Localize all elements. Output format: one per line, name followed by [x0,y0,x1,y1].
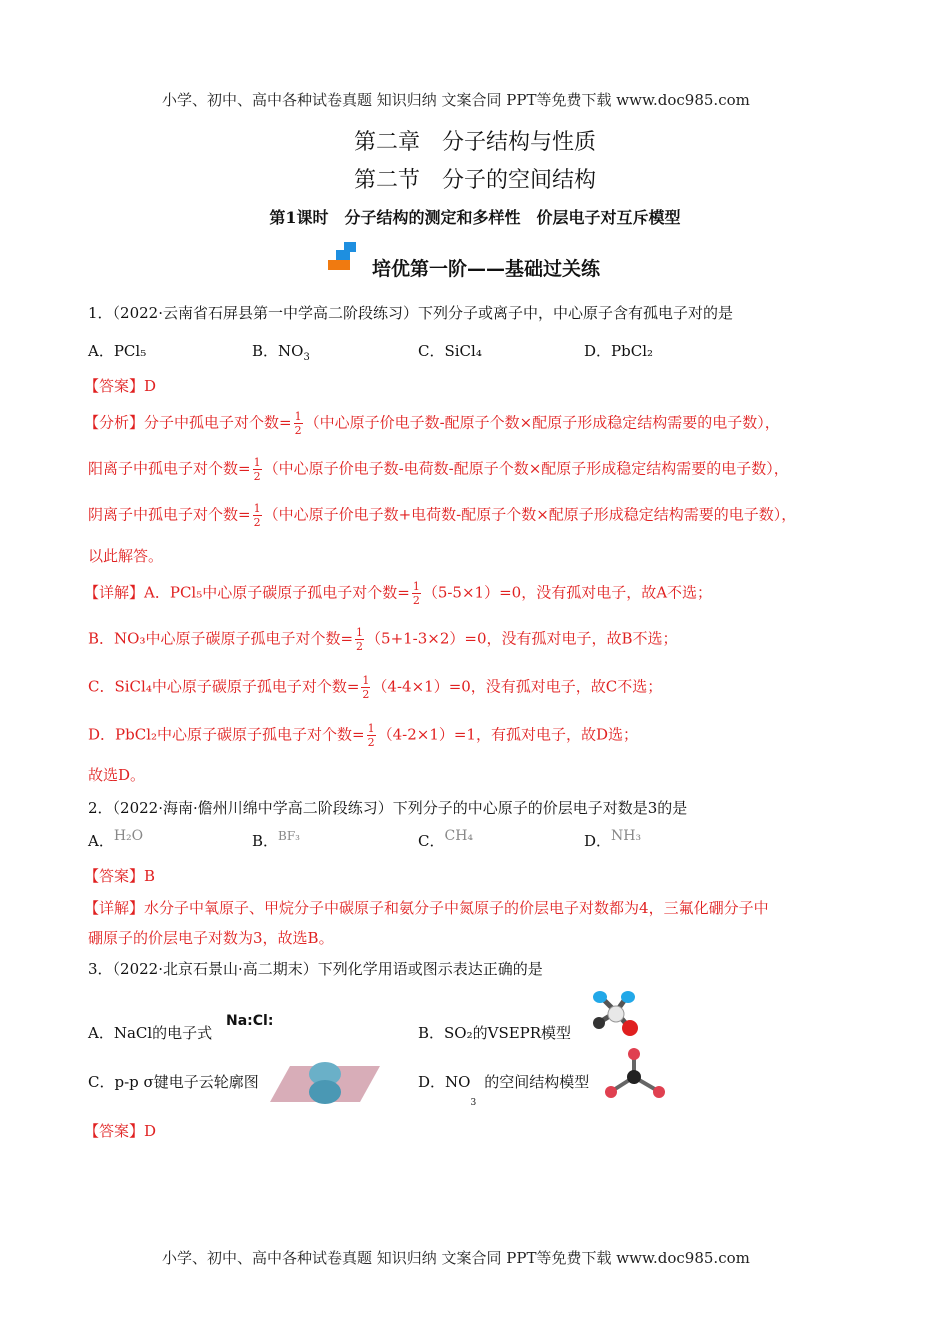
q2-option-b: B．$^{BF_3}$ [252,829,300,850]
pp-sigma-bond-cloud-image [270,1058,380,1114]
page-header: 小学、初中、高中各种试卷真题 知识归纳 文案合同 PPT等免费下载 www.doc985.com [162,91,750,109]
q1-option-d: D．PbCl₂ [584,342,654,360]
q3-answer: 【答案】D [84,1122,157,1140]
q1-analysis-line4: 以此解答。 [88,547,164,565]
q3-stem: 3．（2022·北京石景山·高二期末）下列化学用语或图示表达正确的是 [88,960,543,978]
chapter-title: 第二章 分子结构与性质 [353,130,596,155]
fraction: $\frac{1}{2}$ [253,456,261,483]
q1-option-a: A．PCl₅ [88,342,147,360]
fraction: $\frac{1}{2}$ [294,410,302,437]
section-title: 第二节 分子的空间结构 [353,168,596,193]
q1-analysis-line2: 阳离子中孤电子对个数= $\frac{1}{2}$ （中心原子价电子数-电荷数-配原子个数×配原子形成稳定结构需要的电子数）， [88,456,789,483]
q1-detail-a: 【详解】A．PCl₅中心原子碳原子孤电子对个数= $\frac{1}{2}$ （5-5×1）=0，没有孤对电子，故A不选； [84,580,713,607]
fraction: $\frac{1}{2}$ [253,502,261,529]
q3-option-c: C．p-p σ键电子云轮廓图 [88,1073,259,1091]
fraction: $\frac{1}{2}$ [362,674,370,701]
q1-stem: 1．（2022·云南省石屏县第一中学高二阶段练习）下列分子或离子中，中心原子含有孤电子对的是 [88,304,733,322]
q1-analysis-line1: 【分析】分子中孤电子对个数= $\frac{1}{2}$ （中心原子价电子数-配原子个数×配原子形成稳定结构需要的电子数）， [84,410,780,437]
stairs-icon [328,242,368,274]
q3-option-b: B．SO₂的VSEPR模型 [418,1024,572,1042]
fraction: $\frac{1}{2}$ [412,580,420,607]
q2-detail-line2: 硼原子的价层电子对数为3，故选B。 [88,929,334,947]
q2-option-a: A．H₂O [88,828,144,850]
q1-detail-b: B．NO₃中心原子碳原子孤电子对个数= $\frac{1}{2}$ （5+1-3×2）=0，没有孤对电子，故B不选； [88,626,678,653]
q1-answer: 【答案】D [84,377,157,395]
q2-detail-line1: 【详解】水分子中氧原子、甲烷分子中碳原子和氨分子中氮原子的价层电子对数都为4，三氟化硼分子中 [84,899,769,917]
stage-heading: 培优第一阶——基础过关练 [372,258,601,280]
so2-vsepr-model-image [588,988,644,1042]
q1-option-b: B．$NO_3$ [252,342,310,363]
q2-stem: 2．（2022·海南·儋州川绵中学高二阶段练习）下列分子的中心原子的价层电子对数是3的是 [88,799,688,817]
q1-detail-c: C．SiCl₄中心原子碳原子孤电子对个数= $\frac{1}{2}$ （4-4×1）=0，没有孤对电子，故C不选； [88,674,663,701]
no3-spatial-structure-model-image [604,1047,668,1107]
q3-option-a: A．NaCl的电子式 [88,1024,213,1042]
page-footer: 小学、初中、高中各种试卷真题 知识归纳 文案合同 PPT等免费下载 www.doc985.com [162,1249,750,1267]
q3-option-d: D．$NO_3$的空间结构模型 [418,1073,590,1108]
fraction: $\frac{1}{2}$ [367,722,375,749]
lesson-title: 第1课时 分子结构的测定和多样性 价层电子对互斥模型 [269,208,681,227]
q2-answer: 【答案】B [84,867,156,885]
fraction: $\frac{1}{2}$ [356,626,364,653]
q1-analysis-line3: 阴离子中孤电子对个数= $\frac{1}{2}$ （中心原子价电子数+电荷数-配原子个数×配原子形成稳定结构需要的电子数）， [88,502,797,529]
nacl-electron-formula: Na:Cl: [226,1013,274,1029]
q1-option-c: C．SiCl₄ [418,342,482,360]
q2-option-d: D．NH₃ [584,828,642,850]
q1-detail-d: D．PbCl₂中心原子碳原子孤电子对个数= $\frac{1}{2}$ （4-2×1）=1，有孤对电子，故D选； [88,722,639,749]
q2-option-c: C．CH₄ [418,828,474,850]
q1-conclusion: 故选D。 [88,766,146,784]
